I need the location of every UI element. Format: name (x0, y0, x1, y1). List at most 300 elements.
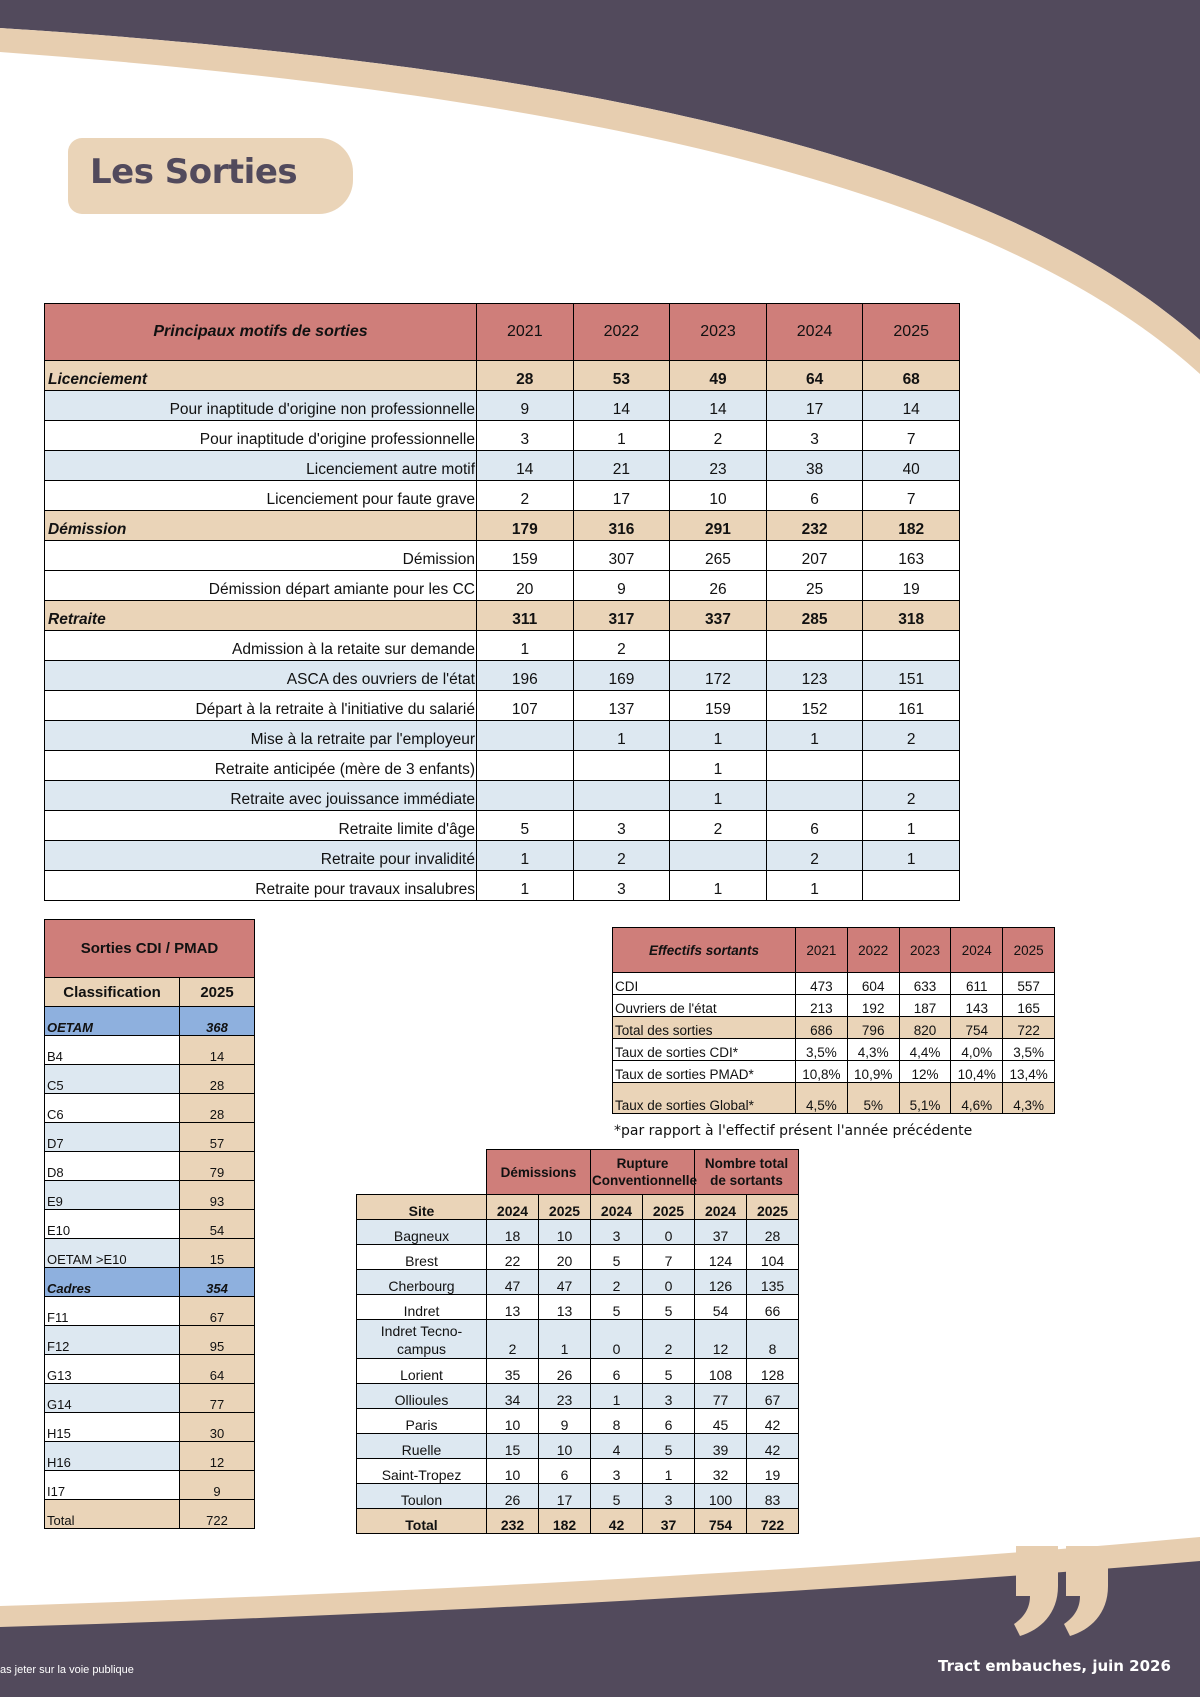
table-row (45, 1297, 255, 1326)
year-header: 2024 (695, 1195, 747, 1220)
site-col-label: Site (357, 1195, 487, 1220)
cell-value: 1 (670, 751, 767, 781)
cell-value: 2 (766, 841, 863, 871)
table-row (45, 1239, 255, 1268)
cell-value: 187 (899, 995, 951, 1017)
site-year-header-row (357, 1195, 799, 1220)
site-name: Total (357, 1509, 487, 1534)
cell-value: 192 (847, 995, 899, 1017)
cell-value: 207 (766, 541, 863, 571)
cell-value (477, 721, 574, 751)
cell-value: 4 (591, 1434, 643, 1459)
cell-value: 182 (539, 1509, 591, 1534)
year-header: 2025 (643, 1195, 695, 1220)
classification-table (44, 919, 255, 1529)
site-name: Toulon (357, 1484, 487, 1509)
cell-value: 67 (747, 1384, 799, 1409)
cell-value: 172 (670, 661, 767, 691)
cell-value: 28 (180, 1094, 255, 1123)
cell-value: 2 (670, 811, 767, 841)
site-name: Ollioules (357, 1384, 487, 1409)
cell-value: 68 (863, 361, 960, 391)
cell-value: 3 (573, 811, 670, 841)
site-table (356, 1149, 799, 1534)
cell-value: 17 (573, 481, 670, 511)
cell-value: 14 (180, 1036, 255, 1065)
cell-value: 557 (1003, 973, 1055, 995)
row-label: B4 (45, 1036, 180, 1065)
cell-value: 54 (180, 1210, 255, 1239)
cell-value: 10 (487, 1409, 539, 1434)
cell-value: 182 (863, 511, 960, 541)
row-label: C5 (45, 1065, 180, 1094)
table-row (357, 1459, 799, 1484)
cell-value: 213 (796, 995, 848, 1017)
cell-value: 14 (573, 391, 670, 421)
cell-value: 9 (180, 1471, 255, 1500)
exit-reasons-table (44, 303, 960, 901)
table-row (45, 781, 960, 811)
row-label: Départ à la retraite à l'initiative du salarié (45, 691, 477, 721)
cell-value: 12 (695, 1320, 747, 1359)
cell-value (863, 871, 960, 901)
cell-value: 126 (695, 1270, 747, 1295)
cell-value: 34 (487, 1384, 539, 1409)
year-header: 2024 (487, 1195, 539, 1220)
table-row (45, 1500, 255, 1529)
cell-value: 53 (573, 361, 670, 391)
cell-value (863, 631, 960, 661)
year-header: 2023 (670, 304, 767, 361)
cell-value: 611 (951, 973, 1003, 995)
cell-value: 5 (643, 1295, 695, 1320)
cell-value: 10 (539, 1220, 591, 1245)
row-label: Démission (45, 511, 477, 541)
cell-value: 10 (539, 1434, 591, 1459)
cell-value: 35 (487, 1359, 539, 1384)
cell-value: 40 (863, 451, 960, 481)
row-label: ASCA des ouvriers de l'état (45, 661, 477, 691)
table-row (613, 973, 1055, 995)
cell-value: 42 (747, 1434, 799, 1459)
table-row (45, 1413, 255, 1442)
cell-value: 66 (747, 1295, 799, 1320)
row-label: Licenciement autre motif (45, 451, 477, 481)
cell-value: 232 (487, 1509, 539, 1534)
table-row (613, 995, 1055, 1017)
row-label: E10 (45, 1210, 180, 1239)
year-header: 2025 (1003, 928, 1055, 973)
row-label: G14 (45, 1384, 180, 1413)
table-row (45, 1355, 255, 1384)
cell-value: 3,5% (1003, 1039, 1055, 1061)
cell-value: 151 (863, 661, 960, 691)
cell-value (863, 751, 960, 781)
row-label: F11 (45, 1297, 180, 1326)
cell-value: 307 (573, 541, 670, 571)
cell-value: 10,8% (796, 1061, 848, 1083)
total-row (357, 1509, 799, 1534)
cell-value: 64 (766, 361, 863, 391)
cell-value: 28 (747, 1220, 799, 1245)
table-row (613, 1061, 1055, 1083)
cell-value: 124 (695, 1245, 747, 1270)
row-label: OETAM (45, 1007, 180, 1036)
row-label: Cadres (45, 1268, 180, 1297)
table-row (357, 1484, 799, 1509)
cell-value: 232 (766, 511, 863, 541)
cell-value: 7 (643, 1245, 695, 1270)
cell-value: 4,0% (951, 1039, 1003, 1061)
row-label: Démission départ amiante pour les CC (45, 571, 477, 601)
cell-value: 20 (539, 1245, 591, 1270)
cell-value: 28 (180, 1065, 255, 1094)
row-label: D7 (45, 1123, 180, 1152)
table-row (45, 1471, 255, 1500)
cell-value: 754 (951, 1017, 1003, 1039)
classification-col-year: 2025 (180, 978, 255, 1007)
cell-value: 8 (591, 1409, 643, 1434)
table-row (45, 1210, 255, 1239)
table-row (45, 631, 960, 661)
cell-value: 9 (539, 1409, 591, 1434)
cell-value: 25 (766, 571, 863, 601)
cell-value: 47 (487, 1270, 539, 1295)
cell-value: 4,6% (951, 1083, 1003, 1114)
row-label: Retraite (45, 601, 477, 631)
table-row (613, 1017, 1055, 1039)
cell-value: 10 (670, 481, 767, 511)
cell-value (766, 751, 863, 781)
table-row (45, 1181, 255, 1210)
table-row (45, 1442, 255, 1471)
cell-value: 45 (695, 1409, 747, 1434)
cell-value: 95 (180, 1326, 255, 1355)
cell-value: 37 (695, 1220, 747, 1245)
footer-disclaimer: as jeter sur la voie publique (0, 1664, 134, 1676)
cell-value: 5 (591, 1484, 643, 1509)
exit-reasons-header-row (45, 304, 960, 361)
cell-value: 30 (180, 1413, 255, 1442)
cell-value: 108 (695, 1359, 747, 1384)
table-row (45, 841, 960, 871)
table-row (357, 1270, 799, 1295)
cell-value: 83 (747, 1484, 799, 1509)
effectifs-header-label: Effectifs sortants (613, 928, 796, 973)
row-label: Taux de sorties Global* (613, 1083, 796, 1114)
cell-value: 6 (643, 1409, 695, 1434)
row-label: I17 (45, 1471, 180, 1500)
cell-value: 1 (573, 421, 670, 451)
cell-value: 2 (643, 1320, 695, 1359)
group-row (45, 1007, 255, 1036)
cell-value: 39 (695, 1434, 747, 1459)
cell-value: 26 (670, 571, 767, 601)
row-label: Retraite pour travaux insalubres (45, 871, 477, 901)
table-row (45, 481, 960, 511)
site-name: Indret Tecno-campus (357, 1320, 487, 1359)
row-label: Taux de sorties PMAD* (613, 1061, 796, 1083)
cell-value: 38 (766, 451, 863, 481)
cell-value: 64 (180, 1355, 255, 1384)
cell-value: 5 (591, 1295, 643, 1320)
cell-value: 2 (477, 481, 574, 511)
cell-value: 100 (695, 1484, 747, 1509)
table-row (45, 751, 960, 781)
cell-value: 20 (477, 571, 574, 601)
cell-value: 17 (539, 1484, 591, 1509)
cell-value: 26 (539, 1359, 591, 1384)
table-row (45, 1036, 255, 1065)
cell-value: 161 (863, 691, 960, 721)
cell-value: 2 (591, 1270, 643, 1295)
site-name: Ruelle (357, 1434, 487, 1459)
cell-value: 7 (863, 481, 960, 511)
cell-value: 21 (573, 451, 670, 481)
row-label: Retraite anticipée (mère de 3 enfants) (45, 751, 477, 781)
group-header-total: Nombre total de sortants (695, 1150, 799, 1195)
table-row (357, 1245, 799, 1270)
cell-value: 317 (573, 601, 670, 631)
cell-value: 12 (180, 1442, 255, 1471)
year-header: 2022 (847, 928, 899, 973)
table-row (357, 1434, 799, 1459)
cell-value: 123 (766, 661, 863, 691)
table-row (45, 1065, 255, 1094)
group-header-rupture: Rupture Conventionnelle (591, 1150, 695, 1195)
cell-value: 13 (487, 1295, 539, 1320)
row-label: Pour inaptitude d'origine professionnelle (45, 421, 477, 451)
cell-value: 10 (487, 1459, 539, 1484)
table-row (45, 1384, 255, 1413)
cell-value: 7 (863, 421, 960, 451)
cell-value: 137 (573, 691, 670, 721)
footer-title: Tract embauches, juin 2026 (938, 1657, 1171, 1675)
cell-value: 291 (670, 511, 767, 541)
cell-value: 368 (180, 1007, 255, 1036)
site-name: Lorient (357, 1359, 487, 1384)
cell-value: 179 (477, 511, 574, 541)
year-header: 2025 (863, 304, 960, 361)
cell-value: 79 (180, 1152, 255, 1181)
cell-value: 23 (539, 1384, 591, 1409)
cell-value (766, 631, 863, 661)
cell-value: 10,4% (951, 1061, 1003, 1083)
classification-title: Sorties CDI / PMAD (45, 920, 255, 978)
cell-value: 9 (477, 391, 574, 421)
cell-value: 14 (477, 451, 574, 481)
cell-value: 4,5% (796, 1083, 848, 1114)
row-label: Licenciement pour faute grave (45, 481, 477, 511)
year-header: 2021 (796, 928, 848, 973)
cell-value: 1 (670, 781, 767, 811)
cell-value: 2 (573, 841, 670, 871)
cell-value: 159 (477, 541, 574, 571)
year-header: 2022 (573, 304, 670, 361)
cell-value: 3,5% (796, 1039, 848, 1061)
row-label: Ouvriers de l'état (613, 995, 796, 1017)
cell-value: 1 (863, 811, 960, 841)
row-label: Démission (45, 541, 477, 571)
cell-value: 473 (796, 973, 848, 995)
site-name: Indret (357, 1295, 487, 1320)
category-row (45, 361, 960, 391)
cell-value: 93 (180, 1181, 255, 1210)
cell-value: 28 (477, 361, 574, 391)
year-header: 2024 (951, 928, 1003, 973)
cell-value: 32 (695, 1459, 747, 1484)
cell-value: 1 (573, 721, 670, 751)
cell-value: 10,9% (847, 1061, 899, 1083)
effectifs-header-row (613, 928, 1055, 973)
cell-value: 0 (643, 1220, 695, 1245)
cell-value: 9 (573, 571, 670, 601)
cell-value: 5 (643, 1359, 695, 1384)
cell-value: 5% (847, 1083, 899, 1114)
row-label: Retraite limite d'âge (45, 811, 477, 841)
row-label: Pour inaptitude d'origine non professionnelle (45, 391, 477, 421)
row-label: Mise à la retraite par l'employeur (45, 721, 477, 751)
cell-value: 3 (766, 421, 863, 451)
cell-value: 4,3% (1003, 1083, 1055, 1114)
cell-value: 265 (670, 541, 767, 571)
cell-value (670, 631, 767, 661)
table-row (357, 1295, 799, 1320)
cell-value: 42 (747, 1409, 799, 1434)
cell-value (477, 781, 574, 811)
cell-value: 42 (591, 1509, 643, 1534)
cell-value: 135 (747, 1270, 799, 1295)
title-banner (68, 138, 353, 214)
year-header: 2024 (591, 1195, 643, 1220)
cell-value: 49 (670, 361, 767, 391)
table-row (45, 1123, 255, 1152)
cell-value: 5 (643, 1434, 695, 1459)
table-row (45, 421, 960, 451)
category-row (45, 601, 960, 631)
cell-value: 159 (670, 691, 767, 721)
cell-value: 1 (477, 871, 574, 901)
cell-value: 6 (539, 1459, 591, 1484)
site-name: Paris (357, 1409, 487, 1434)
cell-value: 57 (180, 1123, 255, 1152)
cell-value: 77 (180, 1384, 255, 1413)
cell-value: 686 (796, 1017, 848, 1039)
table-row (357, 1384, 799, 1409)
cell-value: 796 (847, 1017, 899, 1039)
cell-value: 3 (643, 1384, 695, 1409)
year-header: 2021 (477, 304, 574, 361)
cell-value (766, 781, 863, 811)
cell-value: 8 (747, 1320, 799, 1359)
cell-value: 18 (487, 1220, 539, 1245)
exit-reasons-header-label: Principaux motifs de sorties (45, 304, 477, 361)
row-label: G13 (45, 1355, 180, 1384)
site-name: Bagneux (357, 1220, 487, 1245)
year-header: 2025 (747, 1195, 799, 1220)
cell-value: 1 (477, 631, 574, 661)
row-label: H15 (45, 1413, 180, 1442)
category-row (45, 511, 960, 541)
table-row (45, 571, 960, 601)
cell-value: 316 (573, 511, 670, 541)
table-row (45, 1326, 255, 1355)
cell-value: 152 (766, 691, 863, 721)
cell-value: 6 (766, 811, 863, 841)
table-row (357, 1220, 799, 1245)
cell-value: 13,4% (1003, 1061, 1055, 1083)
cell-value: 722 (1003, 1017, 1055, 1039)
cell-value: 143 (951, 995, 1003, 1017)
year-header: 2024 (766, 304, 863, 361)
table-row (357, 1320, 799, 1359)
cell-value: 1 (863, 841, 960, 871)
cell-value: 722 (747, 1509, 799, 1534)
effectifs-footnote: *par rapport à l'effectif présent l'année précédente (614, 1123, 973, 1139)
table-row (45, 391, 960, 421)
cell-value (573, 781, 670, 811)
cell-value: 4,3% (847, 1039, 899, 1061)
classification-col-label: Classification (45, 978, 180, 1007)
cell-value: 196 (477, 661, 574, 691)
row-label: H16 (45, 1442, 180, 1471)
row-label: F12 (45, 1326, 180, 1355)
cell-value: 163 (863, 541, 960, 571)
site-group-header-row (357, 1150, 799, 1195)
site-name: Cherbourg (357, 1270, 487, 1295)
cell-value: 604 (847, 973, 899, 995)
cell-value: 1 (670, 871, 767, 901)
cell-value: 1 (477, 841, 574, 871)
classification-header-row (45, 978, 255, 1007)
cell-value: 0 (591, 1320, 643, 1359)
cell-value: 6 (591, 1359, 643, 1384)
cell-value: 67 (180, 1297, 255, 1326)
row-label: Retraite avec jouissance immédiate (45, 781, 477, 811)
cell-value: 354 (180, 1268, 255, 1297)
cell-value (573, 751, 670, 781)
row-label: Licenciement (45, 361, 477, 391)
cell-value: 15 (180, 1239, 255, 1268)
table-row (613, 1039, 1055, 1061)
cell-value: 5 (591, 1245, 643, 1270)
cell-value: 2 (863, 781, 960, 811)
cell-value: 169 (573, 661, 670, 691)
cell-value: 4,4% (899, 1039, 951, 1061)
cell-value: 3 (477, 421, 574, 451)
cell-value: 23 (670, 451, 767, 481)
row-label: Total des sorties (613, 1017, 796, 1039)
cell-value: 47 (539, 1270, 591, 1295)
cell-value: 14 (863, 391, 960, 421)
table-row (45, 811, 960, 841)
table-row (45, 1152, 255, 1181)
cell-value: 165 (1003, 995, 1055, 1017)
cell-value: 722 (180, 1500, 255, 1529)
cell-value: 318 (863, 601, 960, 631)
year-header: 2025 (539, 1195, 591, 1220)
cell-value: 1 (539, 1320, 591, 1359)
cell-value: 633 (899, 973, 951, 995)
cell-value: 285 (766, 601, 863, 631)
cell-value: 15 (487, 1434, 539, 1459)
table-row (45, 691, 960, 721)
cell-value: 77 (695, 1384, 747, 1409)
row-label: C6 (45, 1094, 180, 1123)
cell-value: 754 (695, 1509, 747, 1534)
cell-value: 2 (573, 631, 670, 661)
table-row (357, 1409, 799, 1434)
